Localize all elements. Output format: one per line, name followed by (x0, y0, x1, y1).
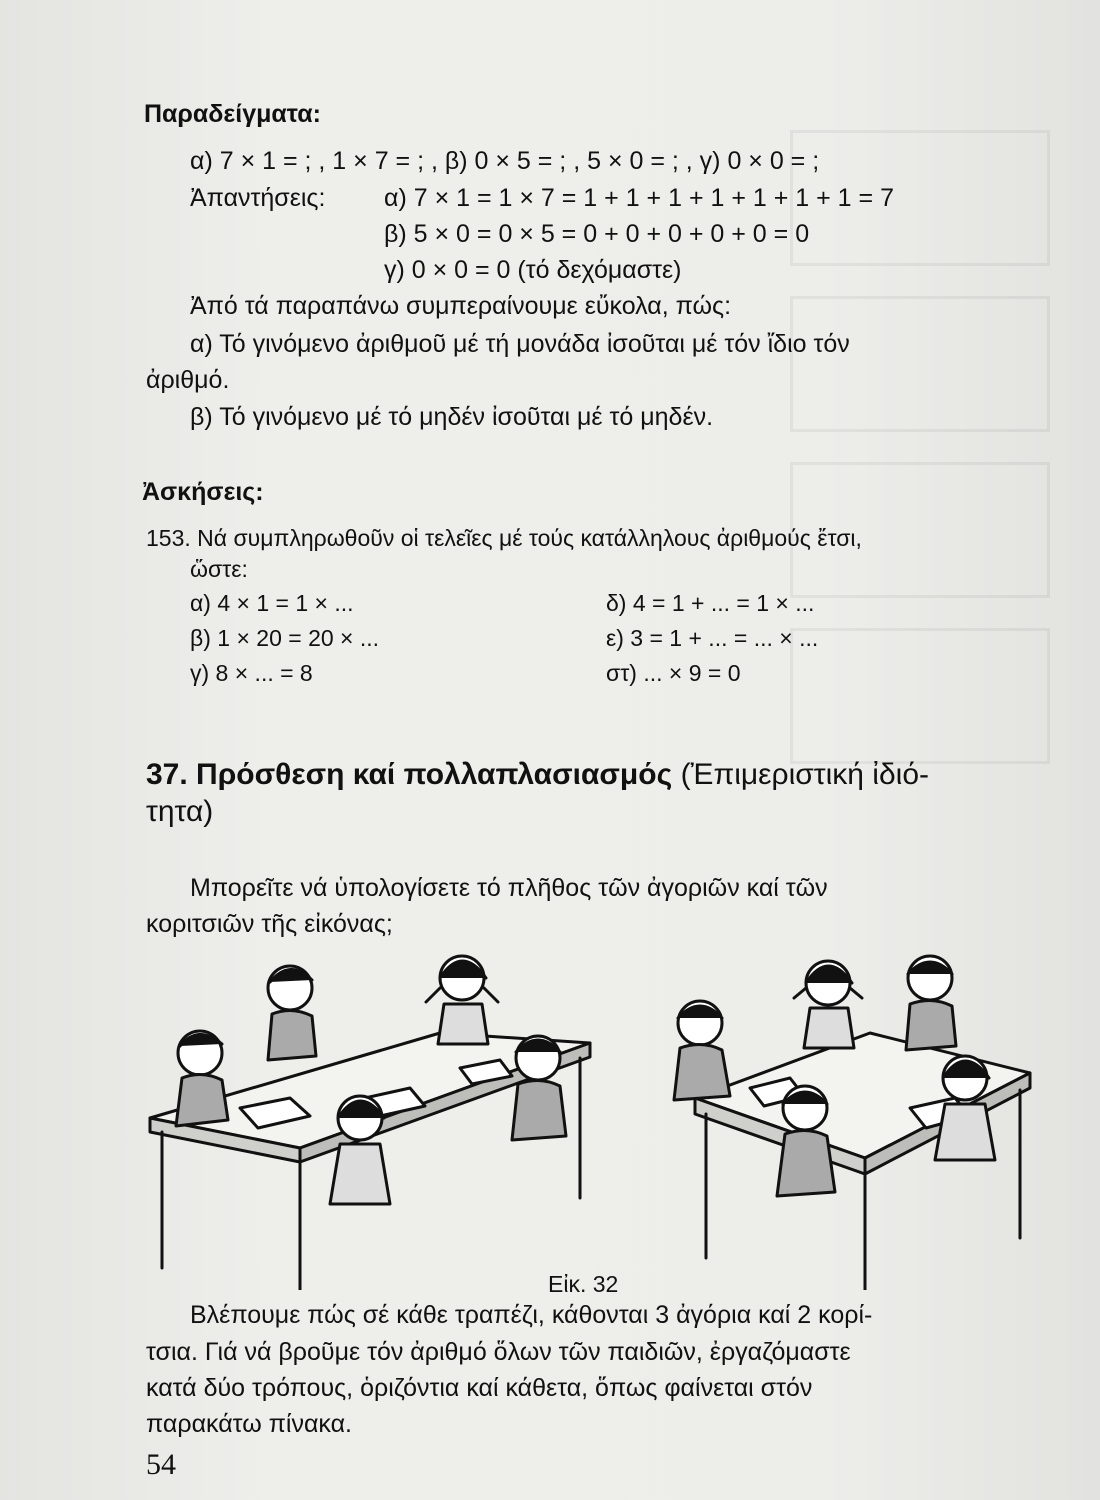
boy-right-3 (777, 1086, 835, 1196)
girl-left-2 (330, 1096, 390, 1204)
body-line3: κατά δύο τρόπους, ὁριζόντια καί κάθετα, ὅπως φαίνεται στόν (146, 1374, 813, 1402)
section-title-rest: (Ἐπιμεριστική ἰδιό- (680, 758, 929, 791)
girl-left-1 (426, 956, 498, 1044)
exercise-item-d: δ) 4 = 1 + ... = 1 × ... (606, 590, 815, 616)
exercise-item-b: β) 1 × 20 = 20 × ... (190, 625, 380, 651)
body-line2: τσια. Γιά νά βροῦμε τόν ἀριθμό ὅλων τῶν παιδιῶν, ἐργαζόμαστε (146, 1338, 851, 1366)
rule-b: β) Τό γινόμενο μέ τό μηδέν ἰσοῦται μέ τό μηδέν. (190, 403, 714, 431)
exercise-153-line1: 153. Νά συμπληρωθοῦν οἱ τελεῖες μέ τούς κατάλληλους ἀριθμούς ἔτσι, (146, 525, 862, 551)
exercise-item-e: ε) 3 = 1 + ... = ... × ... (606, 625, 819, 651)
answer-b: β) 5 × 0 = 0 × 5 = 0 + 0 + 0 + 0 + 0 = 0 (384, 220, 810, 248)
exercise-item-f: στ) ... × 9 = 0 (606, 660, 741, 686)
bleed-through-shadow (790, 130, 1050, 830)
answers-label: Ἀπαντήσεις: (190, 184, 326, 212)
boy-left-3 (512, 1036, 566, 1140)
section-title-bold: 37. Πρόσθεση καί πολλαπλασιασμός (146, 758, 673, 791)
boy-left-1 (176, 1031, 228, 1126)
classroom-illustration (140, 938, 1040, 1290)
exercise-item-c: γ) 8 × ... = 8 (190, 660, 313, 686)
exercises-heading: Ἀσκήσεις: (142, 478, 264, 506)
question-line1: Μπορεῖτε νά ὑπολογίσετε τό πλῆθος τῶν ἀγοριῶν καί τῶν (190, 874, 828, 902)
boy-left-2 (268, 966, 316, 1060)
boy-right-1 (674, 1001, 730, 1100)
figure-caption: Εἰκ. 32 (548, 1271, 619, 1297)
page-number: 54 (146, 1448, 176, 1481)
rule-a-line1: α) Τό γινόμενο ἀριθμοῦ μέ τή μονάδα ἰσοῦται μέ τόν ἴδιο τόν (190, 330, 850, 358)
boy-right-2 (906, 956, 956, 1050)
exercise-item-a: α) 4 × 1 = 1 × ... (190, 590, 354, 616)
body-line1: Βλέπουμε πώς σέ κάθε τραπέζι, κάθονται 3 ἀγόρια καί 2 κορί- (190, 1301, 873, 1329)
girl-right-2 (935, 1056, 995, 1160)
section-title-line2: τητα) (146, 795, 214, 828)
girl-right-1 (794, 961, 862, 1048)
section-title-line1 (146, 757, 929, 793)
question-line2: κοριτσιῶν τῆς εἰκόνας; (146, 910, 393, 938)
examples-problems: α) 7 × 1 = ; , 1 × 7 = ; , β) 0 × 5 = ; , 5 × 0 = ; , γ) 0 × 0 = ; (190, 147, 820, 175)
examples-heading: Παραδείγματα: (144, 100, 321, 128)
body-line4: παρακάτω πίνακα. (146, 1410, 353, 1438)
conclusion-intro: Ἀπό τά παραπάνω συμπεραίνουμε εὔκολα, πώς: (190, 292, 732, 320)
answer-a: α) 7 × 1 = 1 × 7 = 1 + 1 + 1 + 1 + 1 + 1 + 1 = 7 (384, 184, 894, 212)
rule-a-line2: ἀριθμό. (146, 366, 230, 394)
answer-c: γ) 0 × 0 = 0 (τό δεχόμαστε) (384, 256, 682, 284)
exercise-153-line2: ὥστε: (190, 556, 248, 582)
